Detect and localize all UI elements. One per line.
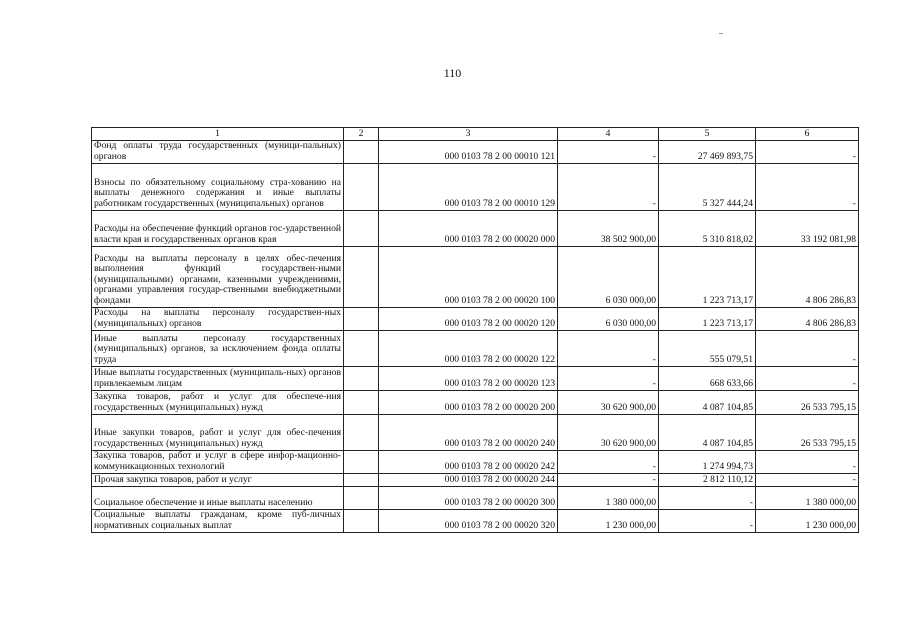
table-row [92, 415, 859, 451]
row-col2-cell [344, 474, 379, 487]
row-name-cell: Иные закупки товаров, работ и услуг для обес-печения государственных (муниципальных) нужд [92, 415, 344, 451]
table-header-row [92, 128, 859, 141]
row-executed-cell: 555 079,51 [659, 331, 756, 367]
row-remaining-cell: 26 533 795,15 [756, 415, 859, 451]
row-name-cell: Расходы на обеспечение функций органов гос-ударственной власти края и государственных органов края [92, 211, 344, 247]
row-code-cell: 000 0103 78 2 00 00020 000 [379, 211, 558, 247]
table-row [92, 164, 859, 211]
row-remaining-cell: 4 806 286,83 [756, 247, 859, 308]
row-executed-cell: 4 087 104,85 [659, 415, 756, 451]
row-name-cell: Закупка товаров, работ и услуг для обеспече-ния государственных (муниципальных) нужд [92, 391, 344, 415]
column-header: 5 [659, 128, 756, 141]
row-plan-cell: - [558, 141, 659, 164]
table-row [92, 308, 859, 331]
row-col2-cell [344, 331, 379, 367]
row-remaining-cell: 1 380 000,00 [756, 487, 859, 510]
row-plan-cell: 1 380 000,00 [558, 487, 659, 510]
row-remaining-cell: 4 806 286,83 [756, 308, 859, 331]
row-code-cell: 000 0103 78 2 00 00020 242 [379, 451, 558, 474]
row-col2-cell [344, 164, 379, 211]
row-code-cell: 000 0103 78 2 00 00010 129 [379, 164, 558, 211]
row-executed-cell: - [659, 487, 756, 510]
row-plan-cell: - [558, 367, 659, 391]
row-code-cell: 000 0103 78 2 00 00020 200 [379, 391, 558, 415]
row-name-cell: Взносы по обязательному социальному стра-хованию на выплаты денежного содержания и иные выплаты работникам государственных (муниципальных) органов [92, 164, 344, 211]
row-executed-cell: 2 812 110,12 [659, 474, 756, 487]
row-name-cell: Иные выплаты государственных (муниципаль-ных) органов привлекаемым лицам [92, 367, 344, 391]
page-number: 110 [443, 66, 462, 80]
column-header: 6 [756, 128, 859, 141]
row-col2-cell [344, 211, 379, 247]
row-col2-cell [344, 487, 379, 510]
row-plan-cell: 30 620 900,00 [558, 415, 659, 451]
row-plan-cell: - [558, 474, 659, 487]
row-remaining-cell: - [756, 331, 859, 367]
row-name-cell: Социальные выплаты гражданам, кроме пуб-личных нормативных социальных выплат [92, 510, 344, 533]
column-header: 4 [558, 128, 659, 141]
budget-table [91, 127, 859, 533]
row-col2-cell [344, 415, 379, 451]
row-remaining-cell: 1 230 000,00 [756, 510, 859, 533]
row-executed-cell: 1 223 713,17 [659, 247, 756, 308]
row-col2-cell [344, 510, 379, 533]
row-remaining-cell: - [756, 367, 859, 391]
column-header: 3 [379, 128, 558, 141]
column-header: 1 [92, 128, 344, 141]
row-executed-cell: 4 087 104,85 [659, 391, 756, 415]
row-executed-cell: - [659, 510, 756, 533]
row-remaining-cell: 33 192 081,98 [756, 211, 859, 247]
row-code-cell: 000 0103 78 2 00 00020 120 [379, 308, 558, 331]
row-col2-cell [344, 308, 379, 331]
row-code-cell: 000 0103 78 2 00 00020 240 [379, 415, 558, 451]
table-row [92, 331, 859, 367]
row-remaining-cell: - [756, 164, 859, 211]
table-row [92, 474, 859, 487]
row-name-cell: Прочая закупка товаров, работ и услуг [92, 474, 344, 487]
row-name-cell: Закупка товаров, работ и услуг в сфере инфор-мационно-коммуникационных технологий [92, 451, 344, 474]
row-plan-cell: 6 030 000,00 [558, 247, 659, 308]
row-remaining-cell: - [756, 141, 859, 164]
table-row [92, 391, 859, 415]
row-plan-cell: - [558, 331, 659, 367]
row-executed-cell: 5 327 444,24 [659, 164, 756, 211]
row-code-cell: 000 0103 78 2 00 00020 300 [379, 487, 558, 510]
row-plan-cell: 1 230 000,00 [558, 510, 659, 533]
row-plan-cell: 30 620 900,00 [558, 391, 659, 415]
row-remaining-cell: - [756, 451, 859, 474]
table-row [92, 141, 859, 164]
row-remaining-cell: 26 533 795,15 [756, 391, 859, 415]
row-plan-cell: 38 502 900,00 [558, 211, 659, 247]
row-col2-cell [344, 367, 379, 391]
row-col2-cell [344, 141, 379, 164]
row-plan-cell: - [558, 164, 659, 211]
table-row [92, 367, 859, 391]
row-name-cell: Расходы на выплаты персоналу государствен-ных (муниципальных) органов [92, 308, 344, 331]
row-code-cell: 000 0103 78 2 00 00020 320 [379, 510, 558, 533]
row-code-cell: 000 0103 78 2 00 00020 100 [379, 247, 558, 308]
row-col2-cell [344, 247, 379, 308]
table-body [92, 128, 859, 533]
row-name-cell: Социальное обеспечение и иные выплаты населению [92, 487, 344, 510]
row-col2-cell [344, 391, 379, 415]
row-col2-cell [344, 451, 379, 474]
row-code-cell: 000 0103 78 2 00 00020 122 [379, 331, 558, 367]
row-plan-cell: - [558, 451, 659, 474]
table-row [92, 211, 859, 247]
row-name-cell: Расходы на выплаты персоналу в целях обес-печения выполнения функций государствен-ными (муниципальными) органами, казенными учреждениями, органами управления государ-ственными внебюджетными фондами [92, 247, 344, 308]
row-executed-cell: 668 633,66 [659, 367, 756, 391]
row-executed-cell: 27 469 893,75 [659, 141, 756, 164]
row-name-cell: Иные выплаты персоналу государственных (муниципальных) органов, за исключением фонда оплаты труда [92, 331, 344, 367]
table-row [92, 247, 859, 308]
row-plan-cell: 6 030 000,00 [558, 308, 659, 331]
row-executed-cell: 1 223 713,17 [659, 308, 756, 331]
row-code-cell: 000 0103 78 2 00 00010 121 [379, 141, 558, 164]
table-row [92, 487, 859, 510]
row-executed-cell: 5 310 818,02 [659, 211, 756, 247]
row-code-cell: 000 0103 78 2 00 00020 123 [379, 367, 558, 391]
column-header: 2 [344, 128, 379, 141]
row-executed-cell: 1 274 994,73 [659, 451, 756, 474]
row-code-cell: 000 0103 78 2 00 00020 244 [379, 474, 558, 487]
corner-mark [719, 33, 723, 34]
row-name-cell: Фонд оплаты труда государственных (муници-пальных) органов [92, 141, 344, 164]
row-remaining-cell: - [756, 474, 859, 487]
table-row [92, 510, 859, 533]
table-row [92, 451, 859, 474]
